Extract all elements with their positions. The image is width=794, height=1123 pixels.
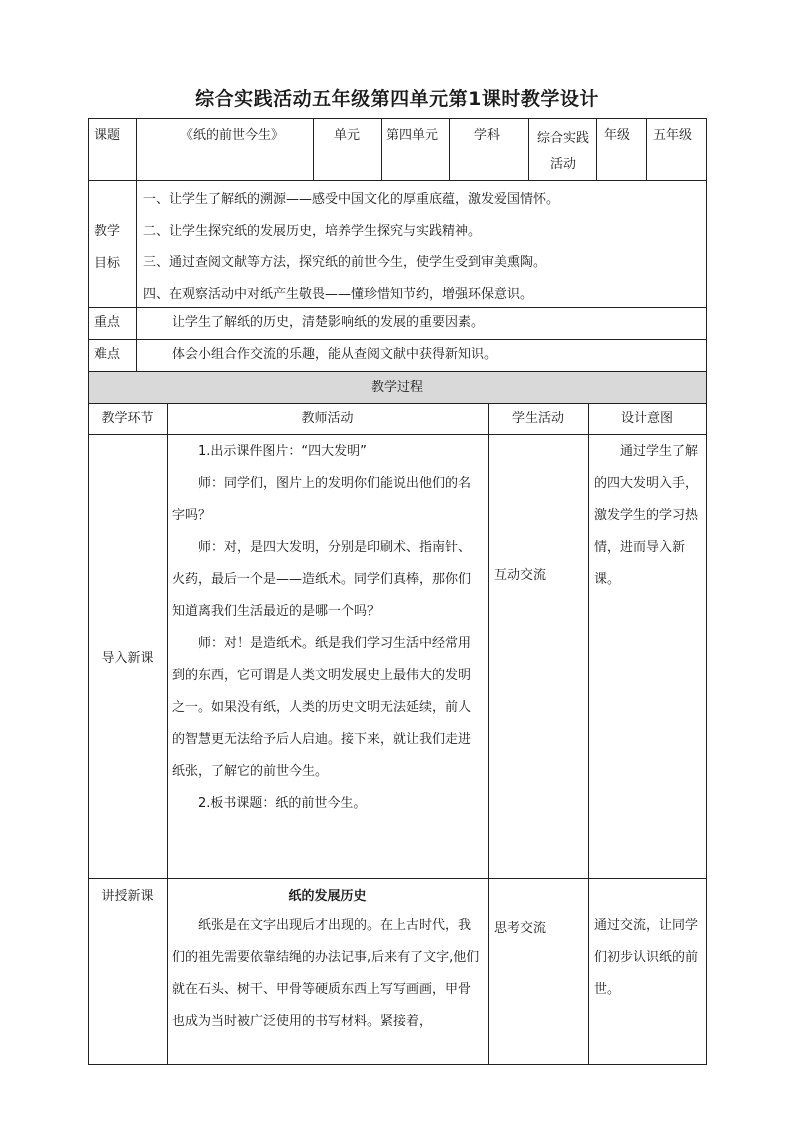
teacher-paragraph: 师：对，是四大发明，分别是印刷术、指南针、火药，最后一个是——造纸术。同学们真棒，那你们知道离我们生活最近的是哪一个吗？ — [172, 540, 472, 619]
topic-label: 课题 — [94, 128, 121, 143]
grade-value: 五年级 — [653, 128, 693, 143]
col-divider — [588, 403, 589, 1065]
table-border-top — [88, 118, 707, 119]
student-activity: 互动交流 — [494, 568, 547, 583]
teacher-paragraph: 纸张是在文字出现后才出现的。在上古时代，我们的祖先需要依靠结绳的办法记事,后来有了文字,他们就在石头、树干、甲骨等硬质东西上写写画画，甲骨也成为当时被广泛使用的书写材料。紧接着， — [172, 918, 480, 1029]
row-divider — [88, 403, 707, 404]
key-point-text: 让学生了解纸的历史，清楚影响纸的发展的重要因素。 — [172, 315, 485, 330]
goal-item: 四、在观察活动中对纸产生敬畏——懂珍惜知节约，增强环保意识。 — [143, 286, 534, 302]
col-divider — [381, 118, 382, 180]
design-intent — [594, 436, 702, 596]
grade-label: 年级 — [604, 128, 631, 143]
subject-label: 学科 — [474, 128, 501, 143]
table-border-right — [706, 118, 707, 1065]
stage-cell: 导入新课 — [101, 651, 154, 666]
table-border-bottom — [88, 1064, 707, 1065]
subject-value — [532, 126, 594, 178]
row-divider — [88, 371, 707, 372]
col-divider — [596, 118, 597, 180]
stage-cell: 讲授新课 — [101, 889, 154, 904]
key-point-label: 重点 — [94, 315, 121, 330]
row-divider — [88, 180, 707, 181]
unit-value: 第四单元 — [386, 128, 439, 143]
document-title: 综合实践活动五年级第四单元第1课时教学设计 — [195, 88, 599, 110]
topic-value: 《纸的前世今生》 — [180, 128, 285, 143]
goals-label-line2: 目标 — [94, 256, 121, 271]
design-intent — [594, 910, 702, 1006]
process-header: 教学过程 — [370, 380, 423, 395]
column-header-teacher: 教师活动 — [301, 411, 354, 426]
teacher-section-title: 纸的发展历史 — [288, 889, 367, 904]
goal-item: 一、让学生了解纸的溯源——感受中国文化的厚重底蕴，激发爱国情怀。 — [143, 192, 560, 207]
col-divider — [488, 403, 489, 1065]
col-divider — [646, 118, 647, 180]
intent-paragraph: 通过交流，让同学们初步认识纸的前世。 — [594, 918, 699, 997]
goals-list — [143, 184, 703, 310]
col-divider — [167, 403, 168, 1065]
col-divider — [136, 118, 137, 371]
subject-value-line1: 综合实践 — [536, 131, 589, 146]
teacher-activity — [172, 436, 483, 820]
goal-item: 三、通过查阅文献等方法，探究纸的前世今生，使学生受到审美熏陶。 — [143, 255, 547, 270]
goal-item: 二、让学生探究纸的发展历史，培养学生探究与实践精神。 — [143, 223, 482, 239]
table-border-left — [88, 118, 89, 1065]
goals-label — [94, 216, 120, 280]
teacher-paragraph: 1.出示课件图片：“四大发明” — [198, 444, 367, 459]
row-divider — [88, 339, 707, 340]
difficulty-text: 体会小组合作交流的乐趣，能从查阅文献中获得新知识。 — [172, 347, 498, 362]
col-divider — [528, 118, 529, 180]
row-divider — [88, 878, 707, 879]
goals-label-line1: 教学 — [94, 224, 121, 239]
column-header-intent: 设计意图 — [620, 411, 673, 426]
col-divider — [313, 118, 314, 180]
intent-paragraph: 通过学生了解的四大发明入手，激发学生的学习热情，进而导入新课。 — [594, 444, 699, 587]
student-activity: 思考交流 — [494, 921, 547, 936]
teacher-activity — [172, 910, 483, 1038]
teacher-paragraph: 2.板书课题：纸的前世今生。 — [198, 796, 367, 811]
column-header-stage: 教学环节 — [101, 411, 154, 426]
unit-label: 单元 — [334, 128, 361, 143]
teacher-paragraph: 师：对！是造纸术。纸是我们学习生活中经常用到的东西，它可谓是人类文明发展史上最伟大的发明之一。如果没有纸，人类的历史文明无法延续，前人的智慧更无法给予后人启迪。接下来，就让我们走进纸张，了解它的前世今生。 — [172, 636, 472, 779]
subject-value-line2: 活动 — [549, 157, 576, 172]
difficulty-label: 难点 — [94, 347, 121, 362]
column-header-student: 学生活动 — [511, 411, 564, 426]
col-divider — [449, 118, 450, 180]
row-divider — [88, 434, 707, 435]
teacher-paragraph: 师：同学们，图片上的发明你们能说出他们的名字吗？ — [172, 476, 472, 523]
